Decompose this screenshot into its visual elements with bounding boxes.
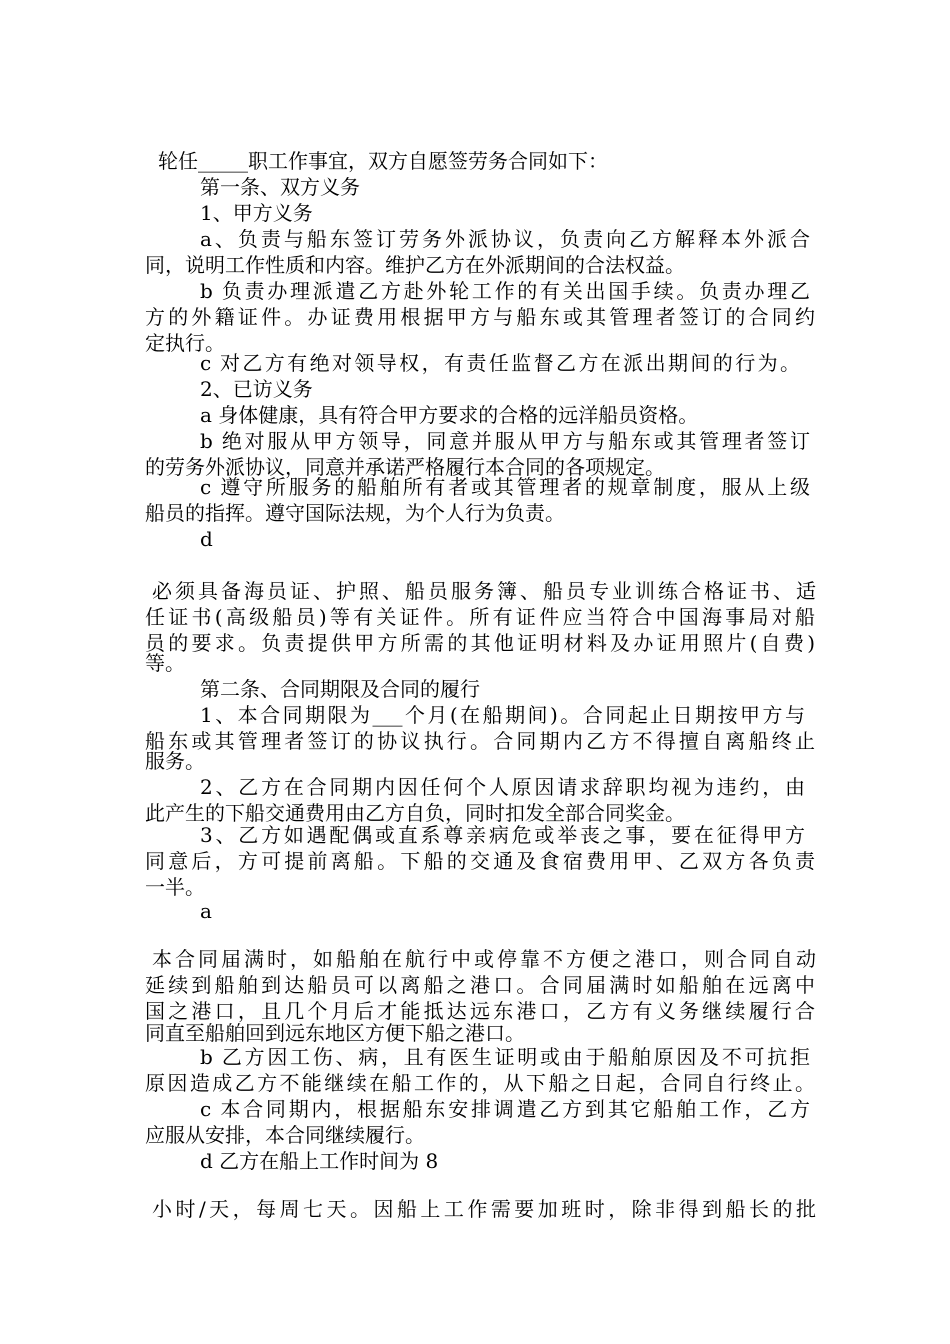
list-marker: d	[200, 527, 213, 551]
text-line: 本合同届满时，如船舶在航行中或停靠不方便之港口，则合同自动	[152, 947, 816, 971]
text-line: 定执行。	[145, 331, 225, 355]
text-line: b 乙方因工伤、病，且有医生证明或由于船舶原因及不可抗拒	[200, 1045, 810, 1069]
subsection-heading: 2、已访义务	[200, 377, 313, 401]
text-line: 延续到船舶到达船员可以离船之港口。合同届满时如船舶在远离中	[145, 973, 815, 997]
text-line: c 本合同期内，根据船东安排调遣乙方到其它船舶工作，乙方	[200, 1097, 810, 1121]
text-line: 原因造成乙方不能继续在船工作的，从下船之日起，合同自行终止。	[145, 1071, 815, 1095]
list-marker: a	[200, 899, 212, 923]
text-line: 同意后，方可提前离船。下船的交通及食宿费用甲、乙双方各负责	[145, 849, 815, 873]
text-line: a 身体健康，具有符合甲方要求的合格的远洋船员资格。	[200, 403, 699, 427]
text-line: 的劳务外派协议，同意并承诺严格履行本合同的各项规定。	[145, 455, 665, 479]
text-line: 2、乙方在合同期内因任何个人原因请求辞职均视为违约，由	[200, 775, 805, 799]
text-line: b 绝对服从甲方领导，同意并服从甲方与船东或其管理者签订	[200, 429, 810, 453]
text-line: 3、乙方如遇配偶或直系尊亲病危或举丧之事，要在征得甲方	[200, 823, 805, 847]
text-line: 同，说明工作性质和内容。维护乙方在外派期间的合法权益。	[145, 253, 685, 277]
text-line: c 对乙方有绝对领导权，有责任监督乙方在派出期间的行为。	[200, 351, 800, 375]
text-line: a、负责与船东签订劳务外派协议，负责向乙方解释本外派合	[200, 227, 810, 251]
text-line: 等。	[145, 651, 185, 675]
text-line: 1、本合同期限为___个月(在船期间)。合同起止日期按甲方与	[200, 703, 805, 727]
text-line: 员的要求。负责提供甲方所需的其他证明材料及办证用照片(自费)	[145, 631, 815, 655]
text-line: 国之港口，且几个月后才能抵达远东港口，乙方有义务继续履行合	[145, 999, 815, 1023]
text-line: 应服从安排，本合同继续履行。	[145, 1123, 425, 1147]
text-line: 船东或其管理者签订的协议执行。合同期内乙方不得擅自离船终止	[145, 729, 815, 753]
section-heading: 第二条、合同期限及合同的履行	[200, 677, 480, 701]
text-line: b 负责办理派遣乙方赴外轮工作的有关出国手续。负责办理乙	[200, 279, 810, 303]
text-line: 一半。	[145, 875, 205, 899]
text-line: 任证书(高级船员)等有关证件。所有证件应当符合中国海事局对船	[145, 605, 815, 629]
text-line: 必须具备海员证、护照、船员服务簿、船员专业训练合格证书、适	[152, 579, 816, 603]
section-heading: 第一条、双方义务	[200, 175, 360, 199]
text-line: 同直至船舶回到远东地区方便下船之港口。	[145, 1021, 525, 1045]
text-line: 此产生的下船交通费用由乙方自负，同时扣发全部合同奖金。	[145, 801, 685, 825]
text-line: d 乙方在船上工作时间为 8	[200, 1149, 439, 1173]
text-line: 轮任_____职工作事宜，双方自愿签劳务合同如下：	[158, 149, 608, 173]
text-line: 方的外籍证件。办证费用根据甲方与船东或其管理者签订的合同约	[145, 305, 815, 329]
text-line: c 遵守所服务的船舶所有者或其管理者的规章制度，服从上级	[200, 475, 810, 499]
subsection-heading: 1、甲方义务	[200, 201, 313, 225]
text-line: 服务。	[145, 749, 205, 773]
text-line: 小时/天，每周七天。因船上工作需要加班时，除非得到船长的批	[152, 1197, 816, 1221]
text-line: 船员的指挥。遵守国际法规，为个人行为负责。	[145, 501, 565, 525]
